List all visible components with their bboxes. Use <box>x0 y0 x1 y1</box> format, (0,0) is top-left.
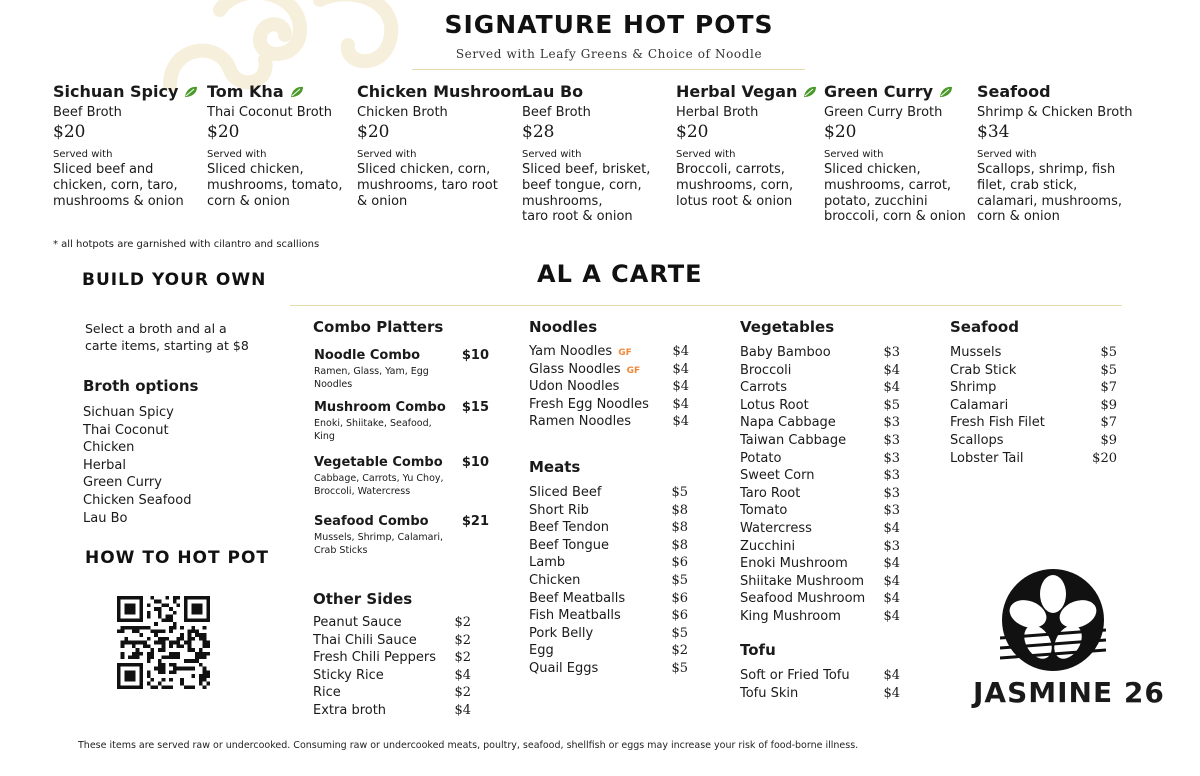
served-with-label: Served with <box>977 149 1037 160</box>
pot-description <box>977 162 1133 225</box>
item-name: Sliced Beef <box>529 485 602 500</box>
hot-pot-item <box>53 82 198 209</box>
broth-options-list <box>83 404 191 527</box>
combo-description: Ramen, Glass, Yam, Egg Noodles <box>314 366 429 390</box>
item-name: King Mushroom <box>740 608 841 624</box>
menu-item <box>529 414 689 432</box>
menu-item <box>529 485 688 503</box>
pot-desc-line: mushrooms, corn, <box>676 177 794 193</box>
item-price: $4 <box>454 667 471 683</box>
vegan-leaf-icon <box>939 86 953 98</box>
pot-desc-line: & onion <box>357 193 408 209</box>
item-price: $4 <box>883 380 900 396</box>
served-with-label: Served with <box>522 149 582 160</box>
item-price: $4 <box>883 556 900 572</box>
item-price: $5 <box>671 625 688 641</box>
qr-code-icon[interactable] <box>117 596 210 689</box>
menu-item <box>740 686 900 704</box>
item-name: Shiitake Mushroom <box>740 573 865 589</box>
item-price: $4 <box>883 608 900 624</box>
pot-name: Herbal Vegan <box>676 82 798 101</box>
item-price: $5 <box>671 572 688 588</box>
menu-item <box>313 615 471 633</box>
noodles-title: Noodles <box>529 318 598 336</box>
combo-item <box>314 514 489 557</box>
sides-list <box>313 615 471 721</box>
item-name: Tomato <box>740 503 788 519</box>
gluten-free-badge: GF <box>618 348 632 358</box>
pot-desc-line: corn & onion <box>977 209 1060 225</box>
item-name: Lamb <box>529 555 566 571</box>
pot-desc-line: Sliced chicken, <box>824 162 921 177</box>
divider <box>412 69 805 70</box>
item-price: $4 <box>672 344 689 359</box>
hot-pot-item <box>522 82 650 225</box>
combo-item <box>314 400 489 443</box>
other-sides-title: Other Sides <box>313 590 413 608</box>
pot-name: Green Curry <box>824 82 934 101</box>
item-name: Crab Stick <box>950 362 1017 378</box>
pot-name: Seafood <box>977 82 1051 101</box>
menu-item <box>740 468 900 486</box>
item-name: Fish Meatballs <box>529 608 621 624</box>
combo-item <box>314 348 489 391</box>
hot-pot-item <box>207 82 342 209</box>
pot-desc-line: mushrooms, carrot, <box>824 177 952 193</box>
menu-item <box>740 451 900 469</box>
pot-price: $28 <box>522 122 555 142</box>
pot-price: $20 <box>207 122 240 142</box>
item-price: $9 <box>1100 432 1117 448</box>
menu-item <box>529 520 688 538</box>
menu-item <box>529 608 688 626</box>
item-name: Udon Noodles <box>529 379 620 395</box>
pot-desc-line: beef tongue, corn, <box>522 177 642 193</box>
menu-item <box>740 591 900 609</box>
item-name: Potato <box>740 450 782 466</box>
item-name: Short Rib <box>529 502 589 518</box>
signature-title: SIGNATURE HOT POTS <box>444 10 774 39</box>
combo-name: Vegetable Combo <box>314 455 443 470</box>
pot-desc-line: calamari, mushrooms, <box>977 193 1122 209</box>
broth-option: Green Curry <box>83 475 162 491</box>
pot-desc-line: Sliced chicken, corn, <box>357 162 491 177</box>
item-price: $2 <box>454 685 471 701</box>
raw-food-disclaimer: These items are served raw or undercooked. Consuming raw or undercooked meats, poultry, seafood, shellfish or eggs may increase your risk of food-borne illness. <box>78 740 859 751</box>
al-a-carte-title: AL A CARTE <box>537 260 703 288</box>
item-name: Egg <box>529 643 554 659</box>
item-price: $6 <box>671 608 688 624</box>
pot-description <box>824 162 966 225</box>
broth-option: Chicken <box>83 440 135 456</box>
item-name: Lobster Tail <box>950 450 1024 466</box>
item-name: Glass Noodles <box>529 361 621 377</box>
menu-item <box>529 379 689 397</box>
menu-item <box>950 398 1117 416</box>
item-price: $5 <box>1100 345 1117 360</box>
served-with-label: Served with <box>676 149 736 160</box>
pot-desc-line: broccoli, corn & onion <box>824 209 966 225</box>
menu-item <box>950 380 1117 398</box>
broth-option: Sichuan Spicy <box>83 405 174 420</box>
pot-desc-line: filet, crab stick, <box>977 177 1078 193</box>
build-your-own-title: BUILD YOUR OWN <box>82 270 267 290</box>
pot-name: Chicken Mushroom <box>357 82 528 101</box>
combo-price: $15 <box>461 400 489 415</box>
pot-desc-line: mushrooms & onion <box>53 193 184 209</box>
broth-option: Lau Bo <box>83 510 128 526</box>
vegetables-list <box>740 345 900 627</box>
item-price: $6 <box>671 555 688 571</box>
combo-price: $10 <box>461 455 489 470</box>
menu-item <box>950 451 1117 469</box>
item-price: $3 <box>883 432 900 448</box>
menu-item <box>740 380 900 398</box>
item-name: Calamari <box>950 397 1009 413</box>
item-price: $5 <box>1100 362 1117 378</box>
item-name: Rice <box>313 685 341 701</box>
garnish-note: * all hotpots are garnished with cilantro and scallions <box>53 239 320 250</box>
menu-item <box>950 433 1117 451</box>
item-price: $4 <box>672 414 689 430</box>
pot-desc-line: mushrooms, <box>522 193 603 209</box>
divider <box>290 305 1122 306</box>
pot-desc-line: lotus root & onion <box>676 193 793 209</box>
jasmine-flower-logo-icon <box>1000 568 1106 672</box>
tofu-title: Tofu <box>740 641 776 659</box>
pot-desc-line: Scallops, shrimp, fish <box>977 162 1116 177</box>
item-price: $3 <box>883 503 900 519</box>
item-name: Taiwan Cabbage <box>740 432 847 448</box>
pot-name: Tom Kha <box>207 82 284 101</box>
signature-subtitle: Served with Leafy Greens & Choice of Noodle <box>455 47 763 61</box>
item-price: $4 <box>454 702 471 718</box>
item-name: Zucchini <box>740 538 796 554</box>
item-name: Beef Tongue <box>529 537 610 553</box>
meats-title: Meats <box>529 458 581 476</box>
item-price: $3 <box>883 538 900 554</box>
pot-description <box>522 162 650 225</box>
item-price: $4 <box>883 591 900 607</box>
menu-item <box>529 344 689 362</box>
item-name: Scallops <box>950 432 1004 448</box>
item-price: $5 <box>671 660 688 676</box>
combo-description: Mussels, Shrimp, Calamari, Crab Sticks <box>314 532 444 556</box>
served-with-label: Served with <box>207 149 267 160</box>
item-price: $20 <box>1092 450 1117 466</box>
item-price: $8 <box>671 537 688 553</box>
item-name: Quail Eggs <box>529 660 599 676</box>
item-price: $3 <box>883 345 900 360</box>
gluten-free-badge: GF <box>626 365 641 376</box>
item-name: Fresh Egg Noodles <box>529 396 649 412</box>
pot-description <box>357 162 528 209</box>
menu-item <box>740 521 900 539</box>
combo-name: Mushroom Combo <box>314 400 446 415</box>
menu-item <box>529 626 688 644</box>
item-price: $4 <box>672 361 689 377</box>
item-price: $3 <box>883 468 900 484</box>
menu-item <box>529 362 689 380</box>
pot-price: $20 <box>53 122 86 142</box>
vegan-leaf-icon <box>184 86 198 98</box>
pot-description <box>676 162 817 209</box>
pot-broth: Thai Coconut Broth <box>207 105 332 120</box>
menu-item <box>313 685 471 703</box>
menu-item <box>950 415 1117 433</box>
pot-broth: Herbal Broth <box>676 105 759 120</box>
combo-description: Enoki, Shiitake, Seafood, King <box>314 418 432 442</box>
served-with-label: Served with <box>824 149 884 160</box>
pot-name: Lau Bo <box>522 82 584 101</box>
menu-item <box>740 556 900 574</box>
menu-item <box>313 650 471 668</box>
pot-desc-line: mushrooms, tomato, <box>207 177 343 193</box>
pot-broth: Green Curry Broth <box>824 105 943 120</box>
menu-item <box>740 539 900 557</box>
item-name: Soft or Fried Tofu <box>740 668 850 683</box>
build-your-own-intro <box>85 320 260 354</box>
item-name: Ramen Noodles <box>529 414 632 430</box>
menu-item <box>740 345 900 363</box>
combo-price: $21 <box>461 514 489 529</box>
combo-name: Noodle Combo <box>314 348 421 363</box>
item-price: $4 <box>672 379 689 395</box>
combo-item <box>314 455 489 498</box>
item-name: Extra broth <box>313 702 387 718</box>
item-name: Baby Bamboo <box>740 345 831 360</box>
menu-item <box>740 609 900 627</box>
broth-option: Herbal <box>83 457 126 473</box>
item-price: $4 <box>883 573 900 589</box>
menu-item <box>529 661 688 679</box>
item-name: Beef Tendon <box>529 520 610 536</box>
item-price: $9 <box>1100 397 1117 413</box>
pot-broth: Shrimp & Chicken Broth <box>977 105 1133 120</box>
pot-price: $20 <box>676 122 709 142</box>
pot-price: $20 <box>357 122 390 142</box>
tofu-list <box>740 668 900 703</box>
item-name: Tofu Skin <box>740 685 799 701</box>
item-price: $7 <box>1100 380 1117 396</box>
menu-item <box>529 555 688 573</box>
item-price: $6 <box>671 590 688 606</box>
item-name: Fresh Fish Filet <box>950 415 1045 431</box>
item-price: $4 <box>672 396 689 412</box>
intro-line: carte items, starting at $8 <box>85 338 249 353</box>
pot-price: $34 <box>977 122 1010 142</box>
vegan-leaf-icon <box>290 86 304 98</box>
item-price: $2 <box>454 615 471 630</box>
item-name: Mussels <box>950 345 1002 360</box>
item-name: Seafood Mushroom <box>740 591 866 607</box>
item-name: Pork Belly <box>529 625 594 641</box>
menu-item <box>740 486 900 504</box>
item-price: $2 <box>454 632 471 648</box>
hot-pot-item <box>977 82 1133 225</box>
item-price: $2 <box>671 643 688 659</box>
item-price: $5 <box>883 397 900 413</box>
item-name: Chicken <box>529 572 581 588</box>
item-name: Lotus Root <box>740 397 809 413</box>
item-name: Thai Chili Sauce <box>313 632 417 648</box>
item-name: Napa Cabbage <box>740 415 836 431</box>
item-name: Taro Root <box>740 485 801 501</box>
menu-item <box>950 345 1117 363</box>
item-price: $2 <box>454 650 471 666</box>
item-name: Carrots <box>740 380 788 396</box>
item-name: Fresh Chili Peppers <box>313 650 437 666</box>
menu-item <box>740 398 900 416</box>
vegetables-title: Vegetables <box>740 318 835 336</box>
pot-description <box>53 162 198 209</box>
item-name: Beef Meatballs <box>529 590 626 606</box>
item-name: Watercress <box>740 520 812 536</box>
item-name: Broccoli <box>740 362 792 378</box>
item-price: $8 <box>671 502 688 518</box>
item-name: Sweet Corn <box>740 468 815 484</box>
pot-desc-line: mushrooms, taro root <box>357 177 498 193</box>
menu-item <box>740 668 900 686</box>
hot-pot-item <box>824 82 966 225</box>
pot-desc-line: potato, zucchini <box>824 193 928 209</box>
pot-price: $20 <box>824 122 857 142</box>
noodles-list <box>529 344 689 432</box>
combo-price: $10 <box>461 348 489 363</box>
item-name: Enoki Mushroom <box>740 556 848 572</box>
item-price: $8 <box>671 520 688 536</box>
combo-platters-title: Combo Platters <box>313 318 444 336</box>
item-name: Sticky Rice <box>313 667 384 683</box>
pot-broth: Beef Broth <box>53 105 122 120</box>
pot-description <box>207 162 342 209</box>
item-price: $5 <box>671 485 688 500</box>
menu-item <box>529 397 689 415</box>
item-price: $3 <box>883 415 900 431</box>
pot-desc-line: corn & onion <box>207 193 290 209</box>
served-with-label: Served with <box>357 149 417 160</box>
vegan-leaf-icon <box>803 86 817 98</box>
pot-broth: Chicken Broth <box>357 105 448 120</box>
hot-pot-item <box>357 82 528 209</box>
pot-desc-line: chicken, corn, taro, <box>53 177 178 193</box>
item-price: $4 <box>883 362 900 378</box>
item-price: $3 <box>883 485 900 501</box>
menu-item <box>740 363 900 381</box>
pot-desc-line: Sliced chicken, <box>207 162 304 177</box>
item-name: Shrimp <box>950 380 997 396</box>
pot-desc-line: Sliced beef and <box>53 162 154 177</box>
item-price: $7 <box>1100 415 1117 431</box>
hot-pot-item <box>676 82 817 209</box>
item-name: Peanut Sauce <box>313 615 402 630</box>
broth-option: Chicken Seafood <box>83 492 192 508</box>
item-price: $4 <box>883 520 900 536</box>
item-price: $4 <box>883 685 900 701</box>
menu-item <box>740 415 900 433</box>
combo-description: Cabbage, Carrots, Yu Choy, Broccoli, Watercress <box>314 473 444 497</box>
brand-logo-text: JASMINE 26 <box>973 676 1165 709</box>
meats-list <box>529 485 688 679</box>
intro-line: Select a broth and al a <box>85 321 227 336</box>
item-price: $3 <box>883 450 900 466</box>
menu-item <box>529 538 688 556</box>
menu-item <box>740 574 900 592</box>
pot-desc-line: taro root & onion <box>522 209 633 225</box>
menu-item <box>529 573 688 591</box>
menu-item <box>529 591 688 609</box>
menu-item <box>313 633 471 651</box>
item-name: Yam Noodles <box>529 344 613 359</box>
pot-desc-line: Broccoli, carrots, <box>676 162 785 177</box>
seafood-list <box>950 345 1117 468</box>
menu-item <box>529 503 688 521</box>
broth-option: Thai Coconut <box>83 422 169 438</box>
pot-desc-line: Sliced beef, brisket, <box>522 162 651 177</box>
seafood-title: Seafood <box>950 318 1019 336</box>
menu-item <box>950 363 1117 381</box>
menu-item <box>313 668 471 686</box>
combo-name: Seafood Combo <box>314 514 429 529</box>
how-to-hot-pot-title: HOW TO HOT POT <box>85 548 270 568</box>
pot-name: Sichuan Spicy <box>53 82 179 101</box>
pot-broth: Beef Broth <box>522 105 591 120</box>
broth-options-title: Broth options <box>83 377 199 395</box>
item-price: $4 <box>883 668 900 683</box>
menu-item <box>740 433 900 451</box>
menu-item <box>313 703 471 721</box>
served-with-label: Served with <box>53 149 113 160</box>
menu-item <box>529 643 688 661</box>
menu-item <box>740 503 900 521</box>
